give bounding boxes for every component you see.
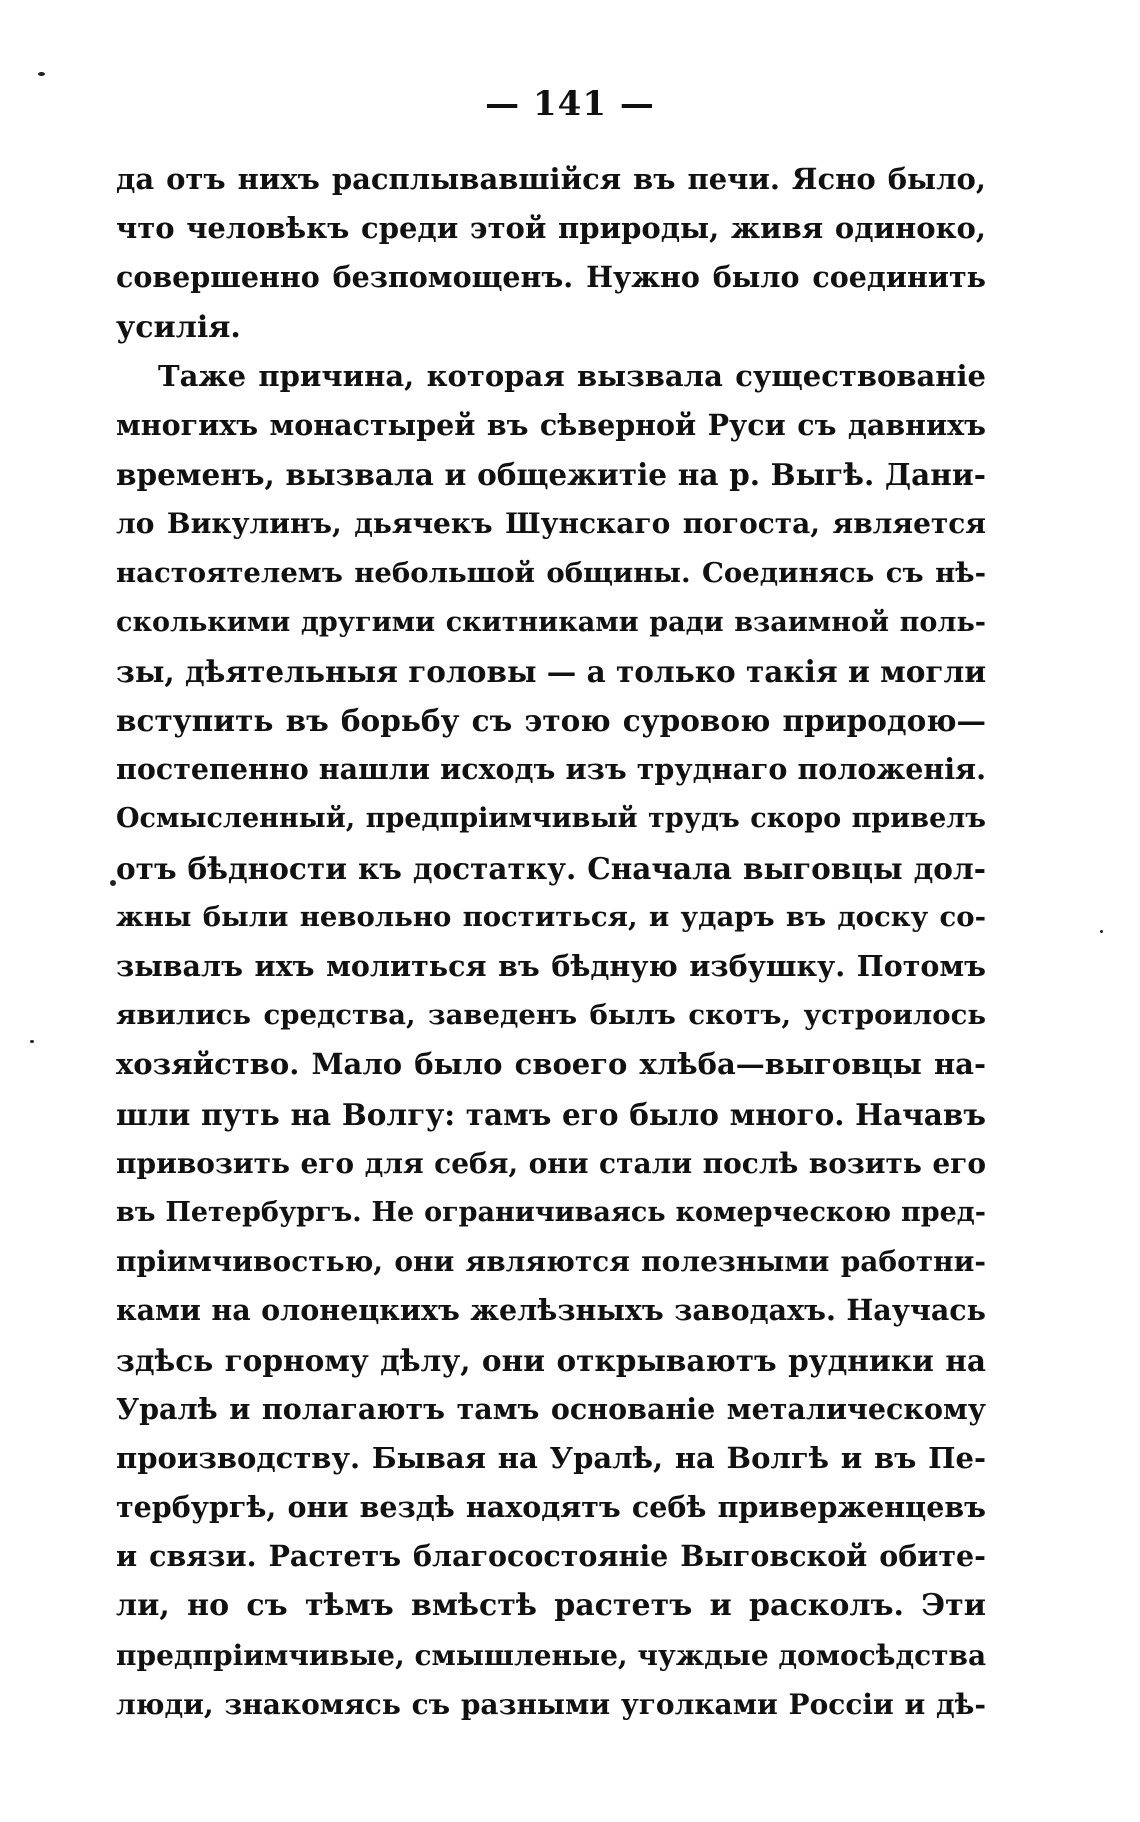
text-line: Таже причина, которая вызвала существованіе: [158, 358, 986, 393]
text-line: Уралѣ и полагаютъ тамъ основаніе металическому: [116, 1391, 986, 1426]
page-number: — 141 —: [485, 84, 655, 124]
text-line: зы, дѣятельныя головы — а только такія и могли: [116, 653, 986, 689]
text-line: пріимчивостью, они являются полезными работни-: [116, 1245, 986, 1279]
text-line: настоятелемъ небольшой общины. Соединясь съ нѣ-: [116, 556, 986, 589]
body-text: [116, 155, 986, 1729]
text-line: усилія.: [116, 309, 241, 345]
text-line: здѣсь горному дѣлу, они открываютъ рудники на: [116, 1342, 986, 1378]
text-line: и связи. Растетъ благосостояніе Выговской обите-: [116, 1539, 986, 1574]
text-line: въ Петербургъ. Не ограничиваясь комерческою пред-: [116, 1196, 986, 1228]
text-line: явились средства, заведенъ былъ скотъ, устроилось: [116, 999, 986, 1032]
text-line: ло Викулинъ, дьячекъ Шунскаго погоста, является: [116, 507, 986, 541]
text-line: отъ бѣдности къ достатку. Сначала выговцы дол-: [116, 850, 986, 886]
text-line: хозяйство. Мало было своего хлѣба—выговцы на-: [116, 1047, 986, 1082]
text-line: временъ, вызвала и общежитіе на р. Выгѣ. Дани-: [116, 457, 986, 493]
text-line: люди, знакомясь съ разными уголками Россіи и дѣ-: [116, 1687, 986, 1721]
text-line: тербургѣ, они вездѣ находятъ себѣ приверженцевъ: [116, 1490, 986, 1525]
text-line: да отъ нихъ расплывавшійся въ печи. Ясно было,: [116, 162, 986, 196]
text-line: привозить его для себя, они стали послѣ возить его: [116, 1146, 986, 1180]
text-line: шли путь на Волгу: тамъ его было много. Начавъ: [116, 1096, 986, 1132]
text-line: вступить въ борьбу съ этою суровою природою—: [116, 703, 986, 739]
text-line: сколькими другими скитниками ради взаимной поль-: [116, 606, 986, 638]
text-line: совершенно безпомощенъ. Нужно было соединить: [116, 260, 986, 295]
text-line: жны были невольно поститься, и ударъ въ доску со-: [116, 900, 986, 933]
text-line: предпріимчивые, смышленые, чуждые домосѣдства: [116, 1638, 986, 1672]
text-line: Осмысленный, предпріимчивый трудъ скоро привелъ: [116, 803, 986, 835]
text-line: постепенно нашли исходъ изъ труднаго положенія.: [116, 752, 986, 787]
text-line: многихъ монастырей въ сѣверной Руси съ давнихъ: [116, 407, 986, 442]
text-line: ками на олонецкихъ желѣзныхъ заводахъ. Научась: [116, 1293, 986, 1328]
text-line: что человѣкъ среди этой природы, живя одиноко,: [116, 211, 986, 246]
text-line: зывалъ ихъ молиться въ бѣдную избушку. Потомъ: [116, 949, 986, 983]
text-line: ли, но съ тѣмъ вмѣстѣ растетъ и расколъ. Эти: [116, 1588, 986, 1624]
text-line: производству. Бывая на Уралѣ, на Волгѣ и въ Пе-: [116, 1440, 986, 1475]
